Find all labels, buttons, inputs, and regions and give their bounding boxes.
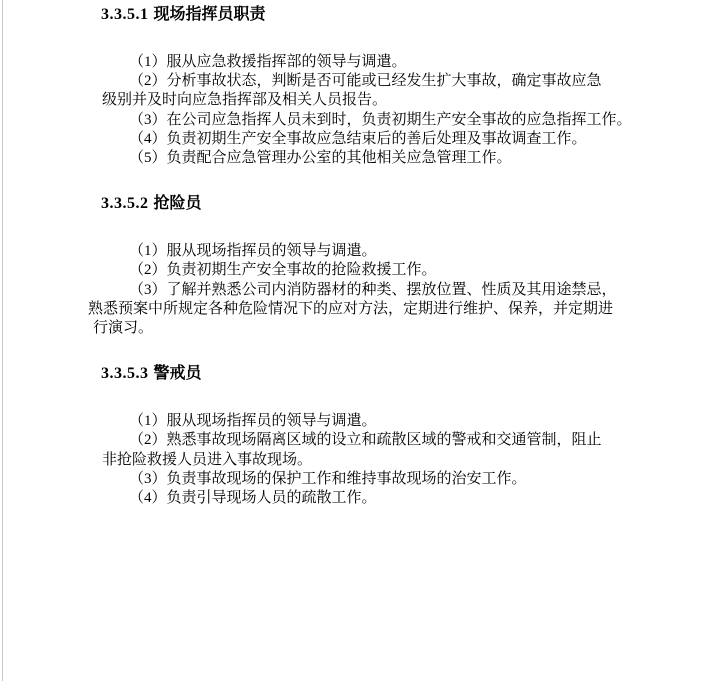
section-title: 抢险员 [153, 195, 202, 213]
section-body [88, 242, 661, 338]
section-heading [101, 364, 661, 384]
section-title: 警戒员 [153, 365, 202, 383]
section-heading [101, 5, 661, 25]
paragraph-line: （4）负责初期生产安全事故应急结束后的善后处理及事故调查工作。 [129, 130, 587, 147]
paragraph-line: 非抢险救援人员进入事故现场。 [102, 451, 313, 468]
paragraph-line: （1）服从现场指挥员的领导与调遣。 [129, 413, 377, 430]
paragraph-line: （3）了解并熟悉公司内消防器材的种类、摆放位置、性质及其用途禁忌， [129, 281, 617, 298]
document-content [88, 5, 661, 508]
paragraph-line: （1）服从现场指挥员的领导与调遣。 [129, 243, 377, 260]
paragraph-line: （4）负责引导现场人员的疏散工作。 [129, 490, 377, 507]
paragraph-line: 行演习。 [93, 320, 154, 337]
section-title: 现场指挥员职责 [153, 6, 266, 23]
section-body [101, 53, 661, 168]
section-body [101, 412, 661, 508]
section-rescue-worker [88, 194, 661, 338]
paragraph-line: （3）负责事故现场的保护工作和维持事故现场的治安工作。 [129, 470, 527, 487]
paragraph-line: （3）在公司应急指挥人员未到时，负责初期生产安全事故的应急指挥工作。 [129, 111, 632, 128]
paragraph-line: （5）负责配合应急管理办公室的其他相关应急管理工作。 [129, 150, 512, 167]
section-number: 3.3.5.3 [101, 365, 149, 383]
section-security-guard [101, 364, 661, 508]
section-site-commander-duties [101, 5, 661, 168]
paragraph-line: （2）负责初期生产安全事故的抢险救援工作。 [129, 262, 437, 279]
paragraph-line: 熟悉预案中所规定各种危险情况下的应对方法，定期进行维护、保养，并定期进 [88, 300, 614, 317]
page-left-rule [2, 0, 3, 681]
section-heading [101, 194, 661, 214]
section-number: 3.3.5.2 [101, 195, 149, 213]
paragraph-line: （2）分析事故状态，判断是否可能或已经发生扩大事故，确定事故应急 [129, 73, 602, 90]
paragraph-line: 级别并及时向应急指挥部及相关人员报告。 [102, 92, 388, 109]
paragraph-line: （2）熟悉事故现场隔离区域的设立和疏散区域的警戒和交通管制，阻止 [129, 432, 602, 449]
section-number: 3.3.5.1 [101, 6, 149, 23]
paragraph-line: （1）服从应急救援指挥部的领导与调遣。 [129, 54, 407, 70]
